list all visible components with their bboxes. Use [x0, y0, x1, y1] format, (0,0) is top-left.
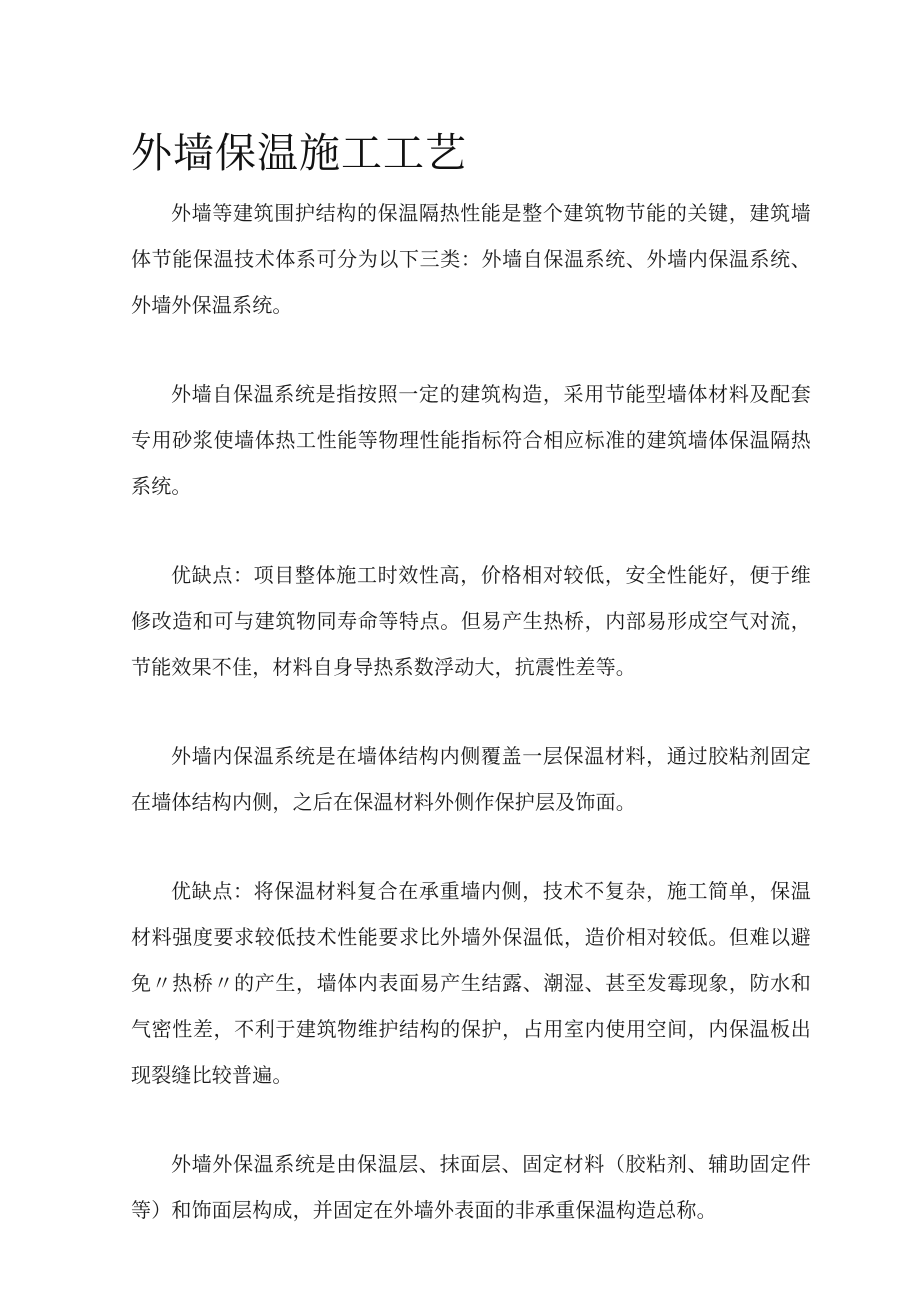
paragraph-self-insulation-pros-cons: 优缺点：项目整体施工时效性高，价格相对较低，安全性能好，便于维修改造和可与建筑物同寿命等特点。但易产生热桥，内部易形成空气对流，节能效果不佳，材料自身导热系数浮动大，抗震性差等。 — [131, 563, 811, 679]
paragraph-external-insulation: 外墙外保温系统是由保温层、抹面层、固定材料（胶粘剂、辅助固定件等）和饰面层构成，并固定在外墙外表面的非承重保温构造总称。 — [131, 1152, 811, 1222]
paragraph-internal-insulation: 外墙内保温系统是在墙体结构内侧覆盖一层保温材料，通过胶粘剂固定在墙体结构内侧，之后在保温材料外侧作保护层及饰面。 — [131, 744, 811, 814]
paragraph-internal-insulation-pros-cons: 优缺点：将保温材料复合在承重墙内侧，技术不复杂，施工简单，保温材料强度要求较低技术性能要求比外墙外保温低，造价相对较低。但难以避免〃热桥〃的产生，墙体内表面易产生结露、潮湿、甚至发霉现象，防水和气密性差，不利于建筑物维护结构的保护，占用室内使用空间，内保温板出现裂缝比较普遍。 — [131, 879, 811, 1087]
document-title: 外墙保温施工工艺 — [131, 129, 467, 177]
paragraph-intro: 外墙等建筑围护结构的保温隔热性能是整个建筑物节能的关键，建筑墙体节能保温技术体系可分为以下三类：外墙自保温系统、外墙内保温系统、外墙外保温系统。 — [131, 201, 811, 317]
document-body — [131, 190, 811, 1276]
paragraph-self-insulation: 外墙自保温系统是指按照一定的建筑构造，采用节能型墙体材料及配套专用砂浆使墙体热工性能等物理性能指标符合相应标准的建筑墙体保温隔热系统。 — [131, 382, 811, 498]
